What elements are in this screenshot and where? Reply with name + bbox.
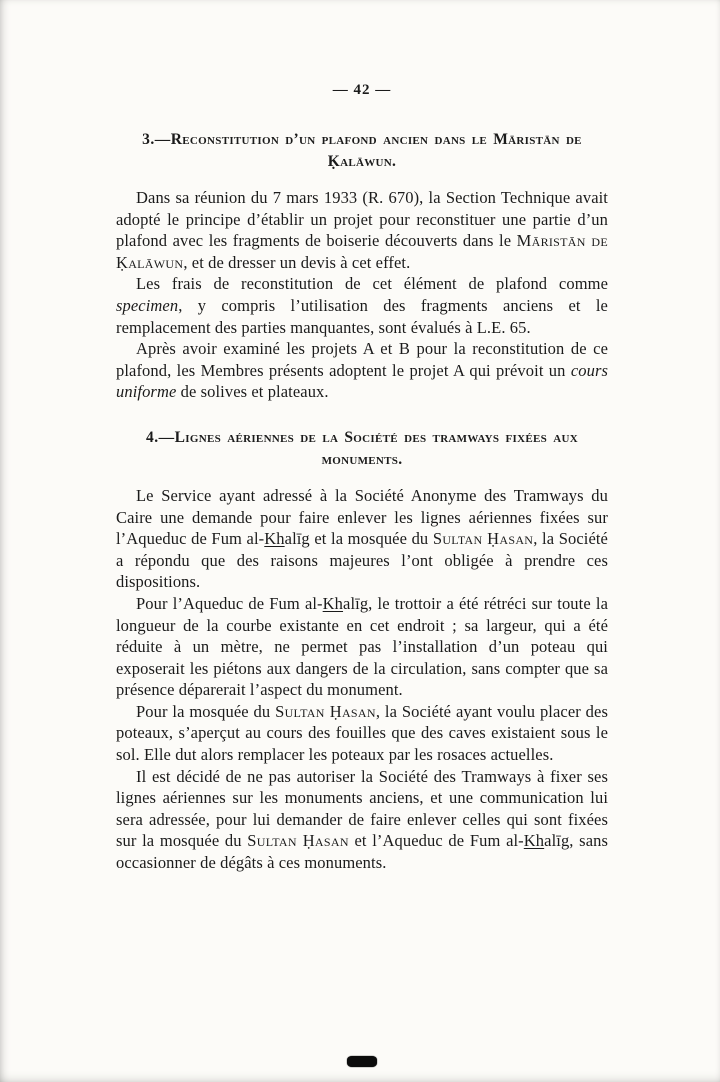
text-run: Kh: [322, 593, 344, 613]
text-run: et l’Aqueduc de Fum al-: [348, 831, 524, 851]
text-run: , y compris l’utilisation des fragments anciens et le remplacement des parties manquantes, sont évalués à L.E. 65.: [116, 295, 608, 337]
page-number: — 42 —: [332, 82, 392, 98]
text-run: Sultan Ḥasan: [247, 831, 349, 851]
text-run: cours uniforme: [116, 360, 608, 402]
text-run: Lignes aériennes de la Société des tramways fixées aux monuments.: [174, 428, 578, 468]
text-run: alīg, le trottoir a été rétréci sur toute la longueur de la courbe existante en cet endroit ; sa largeur, qui a été réduite à un mètre, ne permet pas l’installation d’un poteau qui exposerait les piétons aux dangers de la circulation, sans compter que sa présence déparerait l’aspect du monument.: [116, 593, 608, 700]
section-heading: [127, 427, 597, 471]
paragraph: [116, 187, 608, 273]
text-run: , la Société ayant voulu placer des poteaux, s’aperçut au cours des fouilles que des caves existaient sous le sol. Elle dut alors remplacer les poteaux par les rosaces actuelles.: [116, 701, 608, 765]
text-run: Māristān de Ḳalāwun: [116, 231, 608, 272]
text-run: Les frais de reconstitution de cet élément de plafond comme: [136, 274, 608, 294]
text-run: 4.—: [146, 428, 175, 446]
section-3: [116, 129, 608, 403]
text-run: Sultan Ḥasan: [275, 701, 376, 721]
text-run: alīg, sans occasionner de dégâts à ces monuments.: [116, 831, 608, 873]
text-run: alīg et la mosquée du: [284, 529, 433, 549]
text-run: 3.—: [142, 131, 171, 148]
text-run: de solives et plateaux.: [176, 382, 329, 402]
text-run: Sultan Ḥasan: [432, 529, 534, 549]
text-run: specimen: [116, 295, 179, 315]
paragraph: [116, 485, 608, 593]
section-heading: [127, 129, 597, 173]
paragraph: [116, 593, 608, 701]
paragraph: [116, 766, 608, 874]
text-run: Pour la mosquée du: [136, 701, 276, 721]
text-run: , et de dresser un devis à cet effet.: [183, 252, 411, 272]
text-run: Reconstitution d’un plafond ancien dans le Māristān de Ḳalāwun.: [170, 131, 582, 170]
section-4: [116, 427, 608, 874]
text-run: Il est décidé de ne pas autoriser la Société des Tramways à fixer ses lignes aériennes sur les monuments anciens, et une communication lui sera adressée, pour lui demander de faire enlever celles qui sont fixées sur la mosquée du: [116, 766, 608, 851]
paragraph: [116, 701, 608, 766]
text-run: Kh: [523, 831, 545, 851]
text-block: [116, 82, 608, 884]
text-run: Dans sa réunion du 7 mars 1933 (R. 670), la Section Technique avait adopté le principe d’établir un projet pour reconstituer une partie d’un plafond avec les fragments de boiserie découverts dans le: [116, 188, 608, 251]
paragraph: [116, 273, 608, 338]
text-run: , la Société a répondu que des raisons majeures l’ont obligée à prendre ces dispositions.: [116, 529, 608, 592]
text-run: Kh: [264, 529, 285, 549]
ink-blot-artifact: [347, 1056, 377, 1067]
text-run: Après avoir examiné les projets A et B pour la reconstitution de ce plafond, les Membres présents adoptent le projet A qui prévoit un: [116, 339, 608, 380]
text-run: Pour l’Aqueduc de Fum al-: [136, 593, 323, 613]
text-run: Le Service ayant adressé à la Société Anonyme des Tramways du Caire une demande pour faire enlever les lignes aériennes fixées sur l’Aqueduc de Fum al-: [116, 485, 608, 549]
paragraph: [116, 338, 608, 403]
